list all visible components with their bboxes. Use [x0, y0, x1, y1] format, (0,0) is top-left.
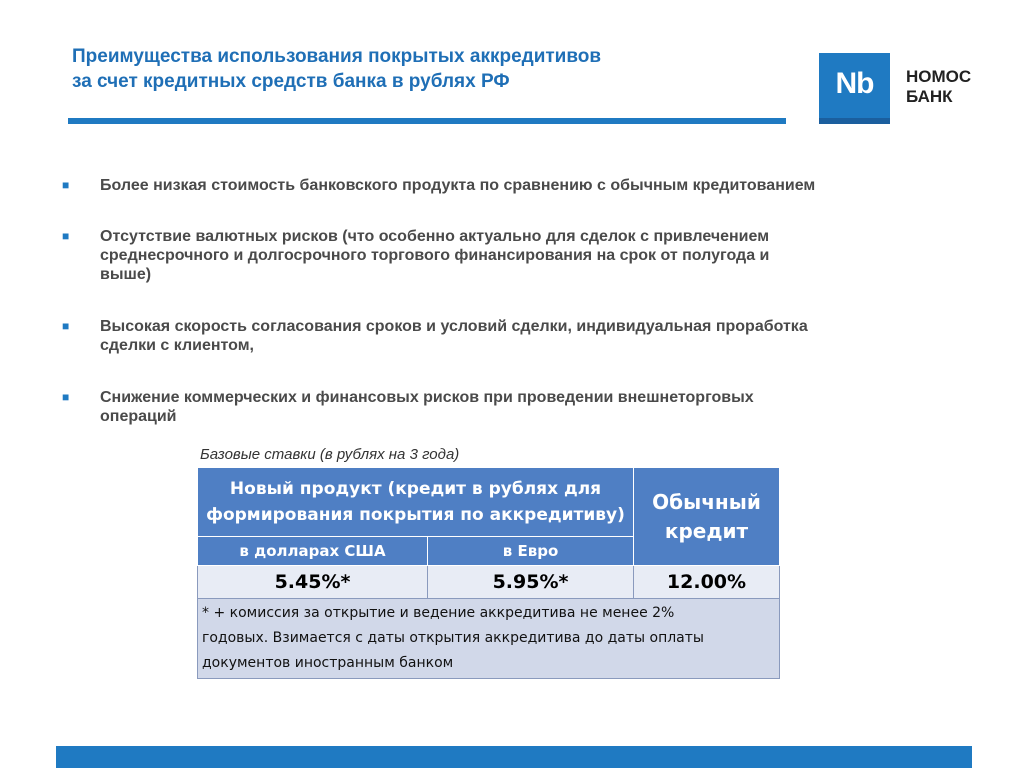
- rate-usd-cell: 5.45%*: [198, 566, 428, 599]
- benefit-line: сделки с клиентом,: [100, 337, 254, 354]
- rates-table: [197, 467, 780, 679]
- benefit-item: [60, 227, 1000, 284]
- new-product-header-line-1: Новый продукт (кредит в рублях для: [229, 479, 602, 499]
- bullet-square-icon: ■: [62, 229, 70, 243]
- benefit-line: Более низкая стоимость банковского продукта по сравнению с обычным кредитованием: [100, 177, 816, 194]
- benefit-line: выше): [100, 266, 152, 283]
- bullet-square-icon: ■: [62, 390, 70, 404]
- note-line-1: * + комиссия за открытие и ведение аккредитива не менее 2%: [202, 605, 675, 621]
- eur-column-header: в Евро: [428, 537, 634, 566]
- table-caption: Базовые ставки (в рублях на 3 года): [200, 446, 460, 463]
- title-underline: [68, 118, 786, 124]
- benefit-item: [60, 176, 1000, 195]
- commission-note: [198, 599, 780, 679]
- bank-logo-name: [906, 67, 971, 107]
- new-product-header: [198, 468, 634, 537]
- benefit-line: операций: [100, 408, 177, 425]
- regular-credit-header-line-2: кредит: [664, 518, 749, 543]
- title-line-2: за счет кредитных средств банка в рублях РФ: [72, 71, 510, 92]
- usd-column-header: в долларах США: [198, 537, 428, 566]
- bullet-square-icon: ■: [62, 178, 70, 192]
- note-line-3: документов иностранным банком: [202, 655, 454, 671]
- benefit-line: Высокая скорость согласования сроков и условий сделки, индивидуальная проработка: [100, 318, 808, 335]
- rate-regular-cell: 12.00%: [634, 566, 780, 599]
- benefit-line: Снижение коммерческих и финансовых рисков при проведении внешнеторговых: [100, 389, 754, 406]
- logo-mark-bar: [819, 118, 890, 124]
- benefit-item: [60, 317, 1000, 355]
- title-line-1: Преимущества использования покрытых аккредитивов: [72, 46, 602, 67]
- rate-eur-cell: 5.95%*: [428, 566, 634, 599]
- regular-credit-header-line-1: Обычный: [652, 489, 761, 514]
- benefit-line: среднесрочного и долгосрочного торгового финансирования на срок от полугода и: [100, 247, 770, 264]
- new-product-header-line-2: формирования покрытия по аккредитиву): [206, 505, 625, 525]
- page-title: [72, 44, 772, 94]
- regular-credit-header: [634, 468, 780, 566]
- footer-bar: [56, 746, 972, 768]
- logo-mark-text: Nb: [835, 67, 874, 100]
- note-line-2: годовых. Взимается с даты открытия аккредитива до даты оплаты: [202, 630, 704, 646]
- benefit-item: [60, 388, 1000, 426]
- benefits-list: [60, 176, 1000, 426]
- benefit-line: Отсутствие валютных рисков (что особенно актуально для сделок с привлечением: [100, 228, 770, 245]
- logo-name-line-1: НОМОС: [906, 67, 972, 86]
- logo-name-line-2: БАНК: [906, 87, 953, 106]
- bullet-square-icon: ■: [62, 319, 70, 333]
- bank-logo-mark: [819, 53, 890, 124]
